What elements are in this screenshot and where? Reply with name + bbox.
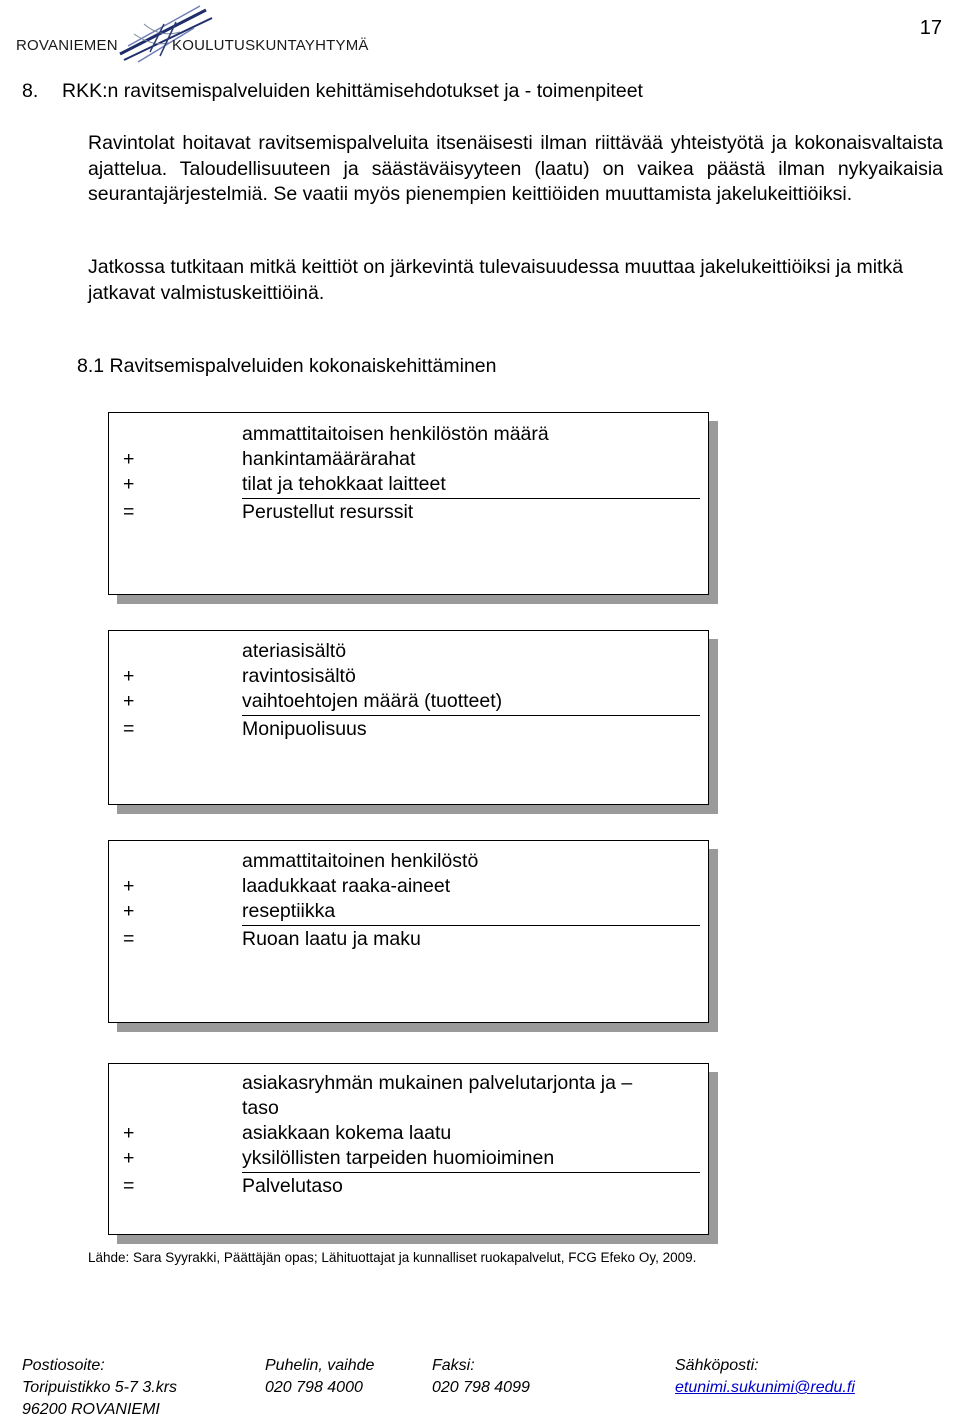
operator: = (123, 718, 135, 740)
operator: = (123, 928, 135, 950)
equation-term: ammattitaitoisen henkilöstön määrä (242, 423, 549, 445)
sum-line (242, 715, 700, 716)
equation-term: ravintosisältö (242, 665, 356, 687)
footer-fax-label: Faksi: (432, 1357, 475, 1374)
equation-row (109, 473, 708, 498)
logo-mark-icon (114, 4, 219, 66)
equation-box (108, 412, 709, 595)
equation-row (109, 690, 708, 715)
equation-row (109, 640, 708, 665)
footer-email-label: Sähköposti: (675, 1357, 759, 1374)
equation-row (109, 850, 708, 875)
footer-phone-label: Puhelin, vaihde (265, 1357, 375, 1374)
operator: + (123, 690, 135, 712)
equation-box (108, 1063, 709, 1235)
equation-result-row (109, 501, 708, 526)
equation-result: Monipuolisuus (242, 718, 367, 740)
operator: + (123, 1147, 135, 1169)
equation-term: laadukkaat raaka-aineet (242, 875, 451, 897)
equation-row (109, 448, 708, 473)
equation-term: reseptiikka (242, 900, 336, 922)
equation-result-row (109, 718, 708, 743)
page-number: 17 (919, 17, 942, 39)
equation-term: ateriasisältö (242, 640, 347, 662)
footer-postal-label: Postiosoite: (22, 1357, 105, 1374)
equation-box (108, 840, 709, 1023)
operator: + (123, 448, 135, 470)
equation-term: tilat ja tehokkaat laitteet (242, 473, 446, 495)
footer-fax-value: 020 798 4099 (432, 1379, 530, 1396)
footer-email (675, 1357, 855, 1401)
footer-email-link[interactable]: etunimi.sukunimi@redu.fi (675, 1379, 855, 1396)
source-citation: Lähde: Sara Syyrakki, Päättäjän opas; Lähituottajat ja kunnalliset ruokapalvelut, FCG Efeko Oy, 2009. (88, 1250, 697, 1265)
equation-result: Ruoan laatu ja maku (242, 928, 421, 950)
operator: + (123, 875, 135, 897)
operator: = (123, 501, 135, 523)
equation-row (109, 1147, 708, 1172)
sum-line (242, 1172, 700, 1173)
paragraph: Jatkossa tutkitaan mitkä keittiöt on järkevintä tulevaisuudessa muuttaa jakelukeittiöiksi ja mitkä jatkavat valmistuskeittiöinä. (88, 256, 904, 304)
equation-term: asiakasryhmän mukainen palvelutarjonta ja – (242, 1072, 633, 1094)
equation-row (109, 423, 708, 448)
equation-result-row (109, 1175, 708, 1200)
equation-row (109, 1097, 708, 1122)
equation-term: vaihtoehtojen määrä (tuotteet) (242, 690, 503, 712)
footer-fax (432, 1357, 530, 1401)
organization-logo (14, 4, 369, 66)
sum-line (242, 925, 700, 926)
operator: + (123, 900, 135, 922)
paragraph: Ravintolat hoitavat ravitsemispalveluita itsenäisesti ilman riittävää yhteistyötä ja kokonaisvaltaista ajattelua. Taloudellisuuteen ja säästäväisyyteen (laatu) on vaikea päästä ilman nykyaikaisia seurantajärjestelmiä. Se vaatii myös pienempien keittiöiden muuttamista jakelukeittiöiksi. (88, 132, 943, 205)
equation-result: Palvelutaso (242, 1175, 343, 1197)
equation-term: asiakkaan kokema laatu (242, 1122, 452, 1144)
equation-term: taso (242, 1097, 279, 1119)
equation-row (109, 875, 708, 900)
equation-term: yksilöllisten tarpeiden huomioiminen (242, 1147, 555, 1169)
operator: + (123, 473, 135, 495)
equation-term: ammattitaitoinen henkilöstö (242, 850, 479, 872)
operator: = (123, 1175, 135, 1197)
footer-postal (22, 1357, 177, 1417)
equation-row (109, 1072, 708, 1097)
section-title: RKK:n ravitsemispalveluiden kehittämisehdotukset ja - toimenpiteet (62, 80, 643, 102)
equation-term: hankintamäärärahat (242, 448, 416, 470)
section-heading (22, 80, 643, 103)
logo-text-left: ROVANIEMEN (16, 37, 118, 54)
footer-phone-value: 020 798 4000 (265, 1379, 363, 1396)
sum-line (242, 498, 700, 499)
equation-result: Perustellut resurssit (242, 501, 414, 523)
operator: + (123, 665, 135, 687)
equation-box (108, 630, 709, 805)
section-number: 8. (22, 80, 39, 102)
equation-row (109, 1122, 708, 1147)
logo-text-right: KOULUTUSKUNTAYHTYMÄ (172, 37, 369, 54)
footer-phone (265, 1357, 374, 1401)
equation-row (109, 900, 708, 925)
footer-postal-street: Toripuistikko 5-7 3.krs (22, 1379, 178, 1396)
operator: + (123, 1122, 135, 1144)
subsection-heading: 8.1 Ravitsemispalveluiden kokonaiskehittäminen (77, 355, 497, 377)
footer-postal-city: 96200 ROVANIEMI (22, 1401, 160, 1417)
equation-row (109, 665, 708, 690)
equation-result-row (109, 928, 708, 953)
